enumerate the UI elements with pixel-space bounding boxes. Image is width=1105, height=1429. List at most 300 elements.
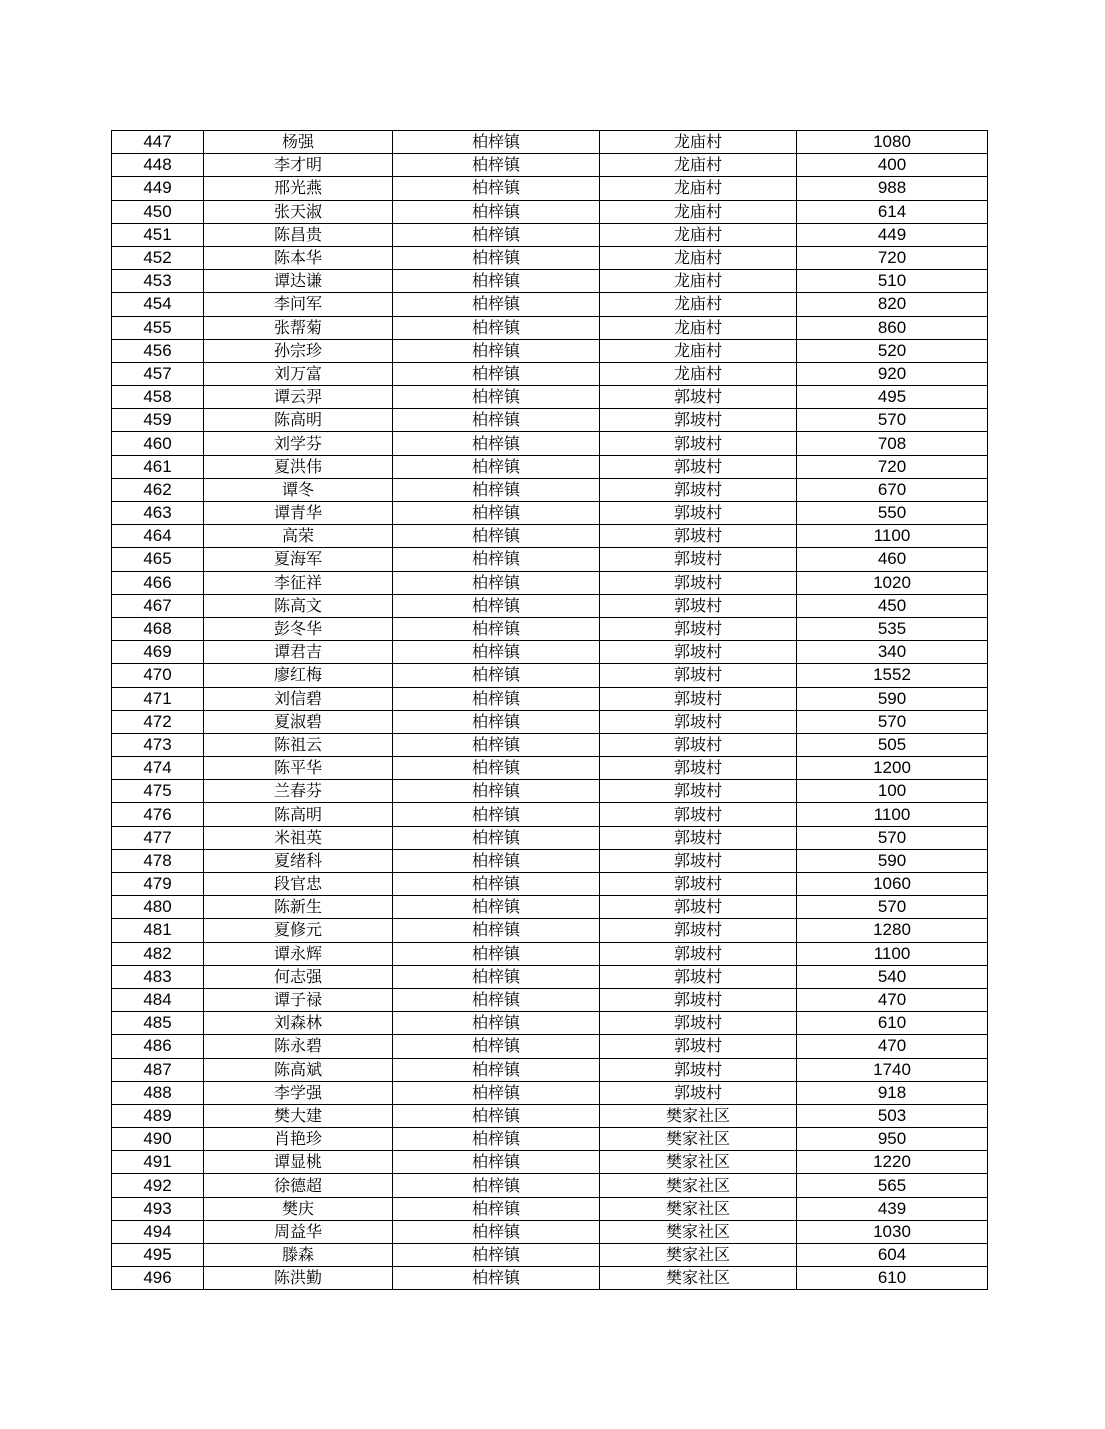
name-cell: 樊庆 [204, 1197, 393, 1220]
row-number-cell: 477 [112, 826, 204, 849]
name-cell: 谭君吉 [204, 641, 393, 664]
table-row [112, 1244, 988, 1267]
table-row [112, 548, 988, 571]
table-row [112, 803, 988, 826]
name-cell: 滕森 [204, 1244, 393, 1267]
table-row [112, 409, 988, 432]
table-row [112, 1058, 988, 1081]
amount-cell: 400 [797, 154, 988, 177]
village-cell: 樊家社区 [600, 1104, 797, 1127]
village-cell: 郭坡村 [600, 826, 797, 849]
name-cell: 刘学芬 [204, 432, 393, 455]
town-cell: 柏梓镇 [393, 548, 600, 571]
amount-cell: 860 [797, 316, 988, 339]
town-cell: 柏梓镇 [393, 1151, 600, 1174]
row-number-cell: 484 [112, 988, 204, 1011]
town-cell: 柏梓镇 [393, 826, 600, 849]
table-row [112, 1035, 988, 1058]
town-cell: 柏梓镇 [393, 710, 600, 733]
amount-cell: 450 [797, 594, 988, 617]
name-cell: 张帮菊 [204, 316, 393, 339]
town-cell: 柏梓镇 [393, 664, 600, 687]
row-number-cell: 463 [112, 502, 204, 525]
amount-cell: 820 [797, 293, 988, 316]
row-number-cell: 467 [112, 594, 204, 617]
row-number-cell: 489 [112, 1104, 204, 1127]
town-cell: 柏梓镇 [393, 362, 600, 385]
village-cell: 龙庙村 [600, 293, 797, 316]
village-cell: 郭坡村 [600, 803, 797, 826]
amount-cell: 565 [797, 1174, 988, 1197]
table-row [112, 780, 988, 803]
village-cell: 樊家社区 [600, 1267, 797, 1290]
amount-cell: 1100 [797, 942, 988, 965]
amount-cell: 1100 [797, 803, 988, 826]
village-cell: 郭坡村 [600, 1058, 797, 1081]
amount-cell: 604 [797, 1244, 988, 1267]
row-number-cell: 454 [112, 293, 204, 316]
amount-cell: 535 [797, 617, 988, 640]
row-number-cell: 493 [112, 1197, 204, 1220]
amount-cell: 988 [797, 177, 988, 200]
town-cell: 柏梓镇 [393, 432, 600, 455]
name-cell: 陈高斌 [204, 1058, 393, 1081]
amount-cell: 590 [797, 687, 988, 710]
row-number-cell: 461 [112, 455, 204, 478]
town-cell: 柏梓镇 [393, 757, 600, 780]
table-body [112, 131, 988, 1290]
name-cell: 陈祖云 [204, 733, 393, 756]
amount-cell: 590 [797, 849, 988, 872]
table-row [112, 432, 988, 455]
amount-cell: 495 [797, 386, 988, 409]
town-cell: 柏梓镇 [393, 849, 600, 872]
amount-cell: 503 [797, 1104, 988, 1127]
village-cell: 樊家社区 [600, 1244, 797, 1267]
town-cell: 柏梓镇 [393, 641, 600, 664]
amount-cell: 570 [797, 896, 988, 919]
village-cell: 郭坡村 [600, 710, 797, 733]
town-cell: 柏梓镇 [393, 409, 600, 432]
amount-cell: 570 [797, 710, 988, 733]
table-row [112, 362, 988, 385]
table-row [112, 386, 988, 409]
town-cell: 柏梓镇 [393, 733, 600, 756]
row-number-cell: 482 [112, 942, 204, 965]
row-number-cell: 448 [112, 154, 204, 177]
table-row [112, 1267, 988, 1290]
name-cell: 陈昌贵 [204, 223, 393, 246]
name-cell: 彭冬华 [204, 617, 393, 640]
town-cell: 柏梓镇 [393, 965, 600, 988]
row-number-cell: 453 [112, 270, 204, 293]
row-number-cell: 473 [112, 733, 204, 756]
name-cell: 段官忠 [204, 873, 393, 896]
village-cell: 郭坡村 [600, 873, 797, 896]
amount-cell: 1740 [797, 1058, 988, 1081]
table-row [112, 177, 988, 200]
amount-cell: 610 [797, 1267, 988, 1290]
town-cell: 柏梓镇 [393, 1220, 600, 1243]
name-cell: 陈高明 [204, 803, 393, 826]
row-number-cell: 465 [112, 548, 204, 571]
town-cell: 柏梓镇 [393, 1197, 600, 1220]
amount-cell: 520 [797, 339, 988, 362]
village-cell: 郭坡村 [600, 988, 797, 1011]
table-row [112, 339, 988, 362]
table-row [112, 270, 988, 293]
town-cell: 柏梓镇 [393, 154, 600, 177]
amount-cell: 449 [797, 223, 988, 246]
village-cell: 郭坡村 [600, 548, 797, 571]
village-cell: 郭坡村 [600, 965, 797, 988]
table-row [112, 1197, 988, 1220]
village-cell: 郭坡村 [600, 386, 797, 409]
name-cell: 陈高明 [204, 409, 393, 432]
row-number-cell: 458 [112, 386, 204, 409]
table-row [112, 1012, 988, 1035]
town-cell: 柏梓镇 [393, 502, 600, 525]
row-number-cell: 486 [112, 1035, 204, 1058]
name-cell: 李征祥 [204, 571, 393, 594]
row-number-cell: 460 [112, 432, 204, 455]
row-number-cell: 494 [112, 1220, 204, 1243]
town-cell: 柏梓镇 [393, 177, 600, 200]
row-number-cell: 490 [112, 1128, 204, 1151]
row-number-cell: 464 [112, 525, 204, 548]
row-number-cell: 455 [112, 316, 204, 339]
village-cell: 郭坡村 [600, 849, 797, 872]
name-cell: 刘万富 [204, 362, 393, 385]
name-cell: 邢光燕 [204, 177, 393, 200]
town-cell: 柏梓镇 [393, 1081, 600, 1104]
name-cell: 高荣 [204, 525, 393, 548]
table-row [112, 1151, 988, 1174]
amount-cell: 610 [797, 1012, 988, 1035]
town-cell: 柏梓镇 [393, 873, 600, 896]
town-cell: 柏梓镇 [393, 1012, 600, 1035]
name-cell: 樊大建 [204, 1104, 393, 1127]
town-cell: 柏梓镇 [393, 594, 600, 617]
table-row [112, 478, 988, 501]
amount-cell: 1080 [797, 131, 988, 154]
row-number-cell: 479 [112, 873, 204, 896]
row-number-cell: 452 [112, 246, 204, 269]
town-cell: 柏梓镇 [393, 942, 600, 965]
amount-cell: 439 [797, 1197, 988, 1220]
table-row [112, 710, 988, 733]
table-row [112, 664, 988, 687]
town-cell: 柏梓镇 [393, 316, 600, 339]
amount-cell: 460 [797, 548, 988, 571]
village-cell: 郭坡村 [600, 896, 797, 919]
amount-cell: 1220 [797, 1151, 988, 1174]
row-number-cell: 492 [112, 1174, 204, 1197]
town-cell: 柏梓镇 [393, 617, 600, 640]
town-cell: 柏梓镇 [393, 1104, 600, 1127]
name-cell: 李学强 [204, 1081, 393, 1104]
name-cell: 夏绪科 [204, 849, 393, 872]
name-cell: 李才明 [204, 154, 393, 177]
town-cell: 柏梓镇 [393, 803, 600, 826]
row-number-cell: 475 [112, 780, 204, 803]
town-cell: 柏梓镇 [393, 246, 600, 269]
table-row [112, 594, 988, 617]
row-number-cell: 476 [112, 803, 204, 826]
town-cell: 柏梓镇 [393, 478, 600, 501]
town-cell: 柏梓镇 [393, 1244, 600, 1267]
name-cell: 陈高文 [204, 594, 393, 617]
row-number-cell: 478 [112, 849, 204, 872]
row-number-cell: 483 [112, 965, 204, 988]
name-cell: 肖艳珍 [204, 1128, 393, 1151]
table-row [112, 1128, 988, 1151]
village-cell: 郭坡村 [600, 432, 797, 455]
table-row [112, 316, 988, 339]
town-cell: 柏梓镇 [393, 687, 600, 710]
row-number-cell: 468 [112, 617, 204, 640]
table-row [112, 988, 988, 1011]
table-row [112, 200, 988, 223]
table-row [112, 1081, 988, 1104]
town-cell: 柏梓镇 [393, 386, 600, 409]
table-row [112, 293, 988, 316]
village-cell: 郭坡村 [600, 525, 797, 548]
amount-cell: 670 [797, 478, 988, 501]
row-number-cell: 457 [112, 362, 204, 385]
name-cell: 陈平华 [204, 757, 393, 780]
row-number-cell: 487 [112, 1058, 204, 1081]
amount-cell: 470 [797, 1035, 988, 1058]
village-cell: 龙庙村 [600, 223, 797, 246]
row-number-cell: 480 [112, 896, 204, 919]
town-cell: 柏梓镇 [393, 896, 600, 919]
name-cell: 米祖英 [204, 826, 393, 849]
amount-cell: 950 [797, 1128, 988, 1151]
table-row [112, 1104, 988, 1127]
amount-cell: 614 [797, 200, 988, 223]
name-cell: 陈永碧 [204, 1035, 393, 1058]
data-table [111, 130, 988, 1290]
town-cell: 柏梓镇 [393, 293, 600, 316]
table-row [112, 617, 988, 640]
village-cell: 郭坡村 [600, 502, 797, 525]
village-cell: 龙庙村 [600, 154, 797, 177]
village-cell: 龙庙村 [600, 177, 797, 200]
name-cell: 夏淑碧 [204, 710, 393, 733]
row-number-cell: 449 [112, 177, 204, 200]
name-cell: 谭显桃 [204, 1151, 393, 1174]
name-cell: 陈洪勤 [204, 1267, 393, 1290]
row-number-cell: 488 [112, 1081, 204, 1104]
town-cell: 柏梓镇 [393, 270, 600, 293]
row-number-cell: 447 [112, 131, 204, 154]
row-number-cell: 450 [112, 200, 204, 223]
name-cell: 谭永辉 [204, 942, 393, 965]
name-cell: 张天淑 [204, 200, 393, 223]
amount-cell: 340 [797, 641, 988, 664]
row-number-cell: 456 [112, 339, 204, 362]
amount-cell: 1030 [797, 1220, 988, 1243]
amount-cell: 1280 [797, 919, 988, 942]
village-cell: 郭坡村 [600, 664, 797, 687]
name-cell: 徐德超 [204, 1174, 393, 1197]
village-cell: 郭坡村 [600, 455, 797, 478]
town-cell: 柏梓镇 [393, 223, 600, 246]
name-cell: 周益华 [204, 1220, 393, 1243]
town-cell: 柏梓镇 [393, 1058, 600, 1081]
town-cell: 柏梓镇 [393, 200, 600, 223]
village-cell: 樊家社区 [600, 1151, 797, 1174]
table-row [112, 131, 988, 154]
row-number-cell: 469 [112, 641, 204, 664]
village-cell: 郭坡村 [600, 687, 797, 710]
village-cell: 樊家社区 [600, 1128, 797, 1151]
village-cell: 龙庙村 [600, 246, 797, 269]
table-row [112, 1220, 988, 1243]
row-number-cell: 481 [112, 919, 204, 942]
village-cell: 樊家社区 [600, 1220, 797, 1243]
name-cell: 谭子禄 [204, 988, 393, 1011]
town-cell: 柏梓镇 [393, 919, 600, 942]
amount-cell: 1100 [797, 525, 988, 548]
town-cell: 柏梓镇 [393, 988, 600, 1011]
name-cell: 夏洪伟 [204, 455, 393, 478]
amount-cell: 708 [797, 432, 988, 455]
amount-cell: 920 [797, 362, 988, 385]
town-cell: 柏梓镇 [393, 1174, 600, 1197]
amount-cell: 550 [797, 502, 988, 525]
village-cell: 郭坡村 [600, 942, 797, 965]
name-cell: 杨强 [204, 131, 393, 154]
village-cell: 郭坡村 [600, 757, 797, 780]
amount-cell: 100 [797, 780, 988, 803]
row-number-cell: 491 [112, 1151, 204, 1174]
village-cell: 郭坡村 [600, 409, 797, 432]
table-row [112, 246, 988, 269]
table-row [112, 896, 988, 919]
table-row [112, 1174, 988, 1197]
amount-cell: 1020 [797, 571, 988, 594]
table-row [112, 757, 988, 780]
amount-cell: 540 [797, 965, 988, 988]
table-row [112, 733, 988, 756]
town-cell: 柏梓镇 [393, 1267, 600, 1290]
amount-cell: 470 [797, 988, 988, 1011]
amount-cell: 1552 [797, 664, 988, 687]
village-cell: 郭坡村 [600, 594, 797, 617]
row-number-cell: 471 [112, 687, 204, 710]
village-cell: 郭坡村 [600, 478, 797, 501]
row-number-cell: 472 [112, 710, 204, 733]
village-cell: 龙庙村 [600, 200, 797, 223]
table-row [112, 687, 988, 710]
row-number-cell: 474 [112, 757, 204, 780]
row-number-cell: 466 [112, 571, 204, 594]
table-row [112, 641, 988, 664]
village-cell: 龙庙村 [600, 270, 797, 293]
row-number-cell: 462 [112, 478, 204, 501]
name-cell: 夏修元 [204, 919, 393, 942]
town-cell: 柏梓镇 [393, 571, 600, 594]
name-cell: 何志强 [204, 965, 393, 988]
row-number-cell: 485 [112, 1012, 204, 1035]
amount-cell: 720 [797, 455, 988, 478]
name-cell: 陈新生 [204, 896, 393, 919]
town-cell: 柏梓镇 [393, 780, 600, 803]
town-cell: 柏梓镇 [393, 131, 600, 154]
name-cell: 谭青华 [204, 502, 393, 525]
amount-cell: 570 [797, 826, 988, 849]
table-row [112, 965, 988, 988]
row-number-cell: 470 [112, 664, 204, 687]
town-cell: 柏梓镇 [393, 1035, 600, 1058]
table-row [112, 849, 988, 872]
table-row [112, 154, 988, 177]
table-row [112, 826, 988, 849]
name-cell: 李问军 [204, 293, 393, 316]
village-cell: 郭坡村 [600, 733, 797, 756]
village-cell: 郭坡村 [600, 919, 797, 942]
village-cell: 龙庙村 [600, 362, 797, 385]
table-row [112, 455, 988, 478]
name-cell: 夏海军 [204, 548, 393, 571]
row-number-cell: 451 [112, 223, 204, 246]
village-cell: 龙庙村 [600, 316, 797, 339]
name-cell: 刘信碧 [204, 687, 393, 710]
town-cell: 柏梓镇 [393, 1128, 600, 1151]
town-cell: 柏梓镇 [393, 525, 600, 548]
amount-cell: 1060 [797, 873, 988, 896]
name-cell: 谭冬 [204, 478, 393, 501]
table-row [112, 942, 988, 965]
name-cell: 谭云羿 [204, 386, 393, 409]
table-row [112, 525, 988, 548]
village-cell: 郭坡村 [600, 571, 797, 594]
village-cell: 龙庙村 [600, 339, 797, 362]
name-cell: 陈本华 [204, 246, 393, 269]
row-number-cell: 459 [112, 409, 204, 432]
village-cell: 龙庙村 [600, 131, 797, 154]
town-cell: 柏梓镇 [393, 339, 600, 362]
village-cell: 郭坡村 [600, 641, 797, 664]
village-cell: 樊家社区 [600, 1197, 797, 1220]
name-cell: 兰春芬 [204, 780, 393, 803]
village-cell: 郭坡村 [600, 780, 797, 803]
row-number-cell: 496 [112, 1267, 204, 1290]
name-cell: 廖红梅 [204, 664, 393, 687]
amount-cell: 510 [797, 270, 988, 293]
table-row [112, 873, 988, 896]
table-row [112, 571, 988, 594]
village-cell: 郭坡村 [600, 1035, 797, 1058]
name-cell: 刘森林 [204, 1012, 393, 1035]
town-cell: 柏梓镇 [393, 455, 600, 478]
amount-cell: 570 [797, 409, 988, 432]
table-row [112, 502, 988, 525]
village-cell: 郭坡村 [600, 1012, 797, 1035]
amount-cell: 918 [797, 1081, 988, 1104]
row-number-cell: 495 [112, 1244, 204, 1267]
table-row [112, 223, 988, 246]
amount-cell: 720 [797, 246, 988, 269]
village-cell: 郭坡村 [600, 617, 797, 640]
village-cell: 郭坡村 [600, 1081, 797, 1104]
amount-cell: 1200 [797, 757, 988, 780]
name-cell: 谭达谦 [204, 270, 393, 293]
amount-cell: 505 [797, 733, 988, 756]
table-row [112, 919, 988, 942]
